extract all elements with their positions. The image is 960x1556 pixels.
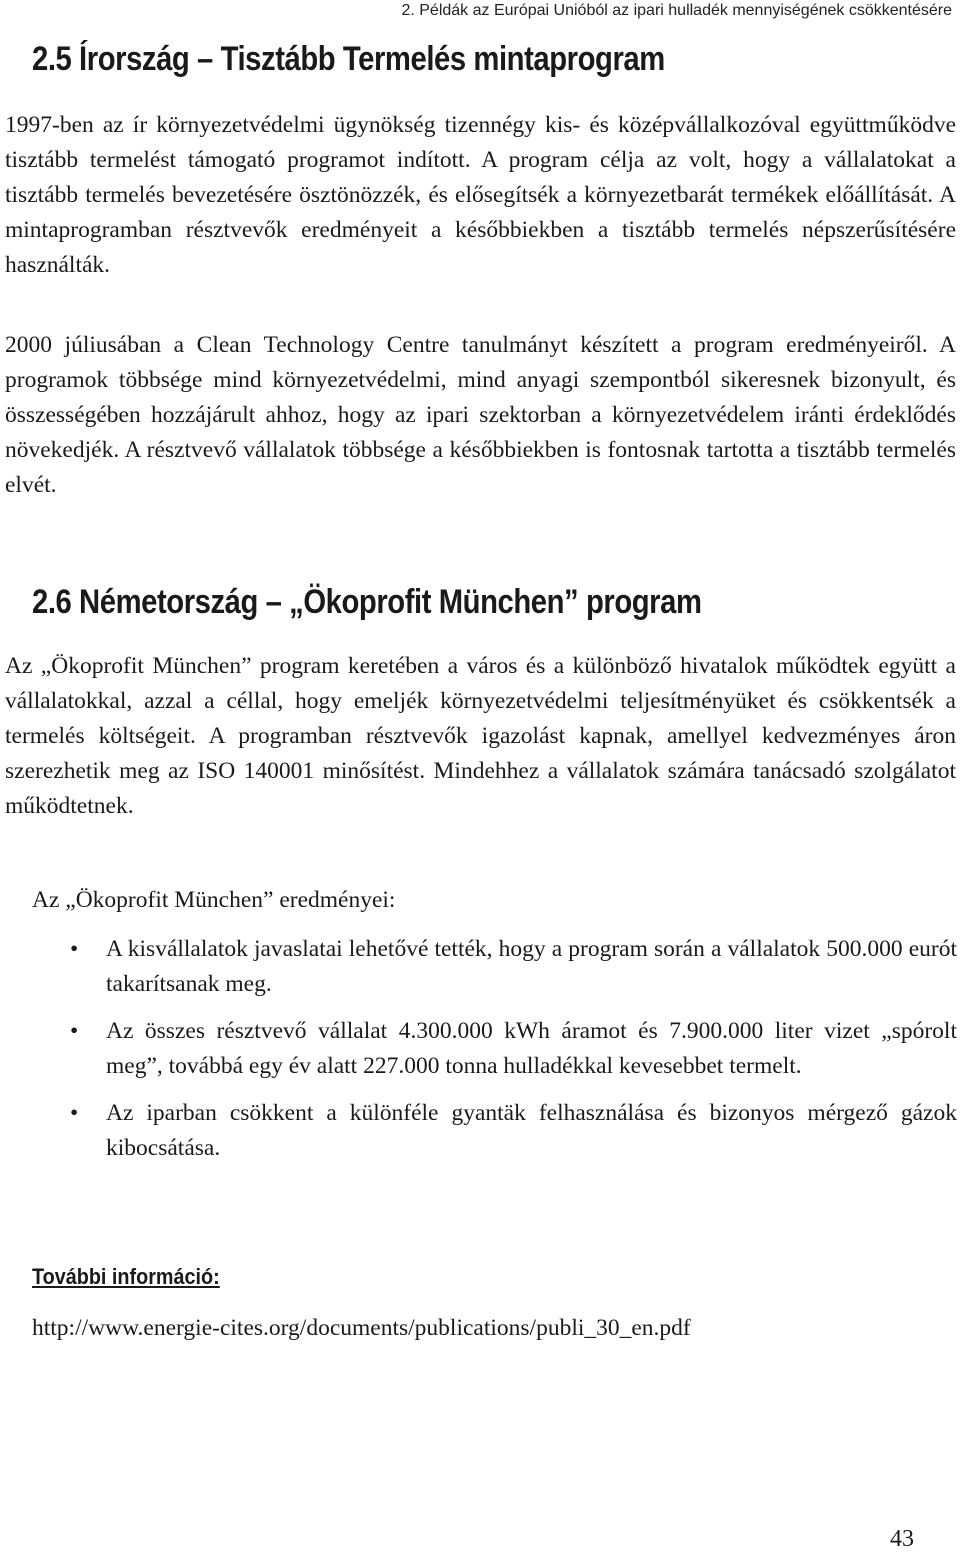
list-item-text: Az összes résztvevő vállalat 4.300.000 kWh áramot és 7.900.000 liter vizet „spórolt meg”, továbbá egy év alatt 227.000 tonna hulladékkal kevesebbet termelt. <box>106 1018 957 1079</box>
results-intro: Az „Ökoprofit München” eredményei: <box>32 887 396 913</box>
section-title-germany: 2.6 Németország – „Ökoprofit München” program <box>32 583 702 621</box>
paragraph-ireland-intro: 1997-ben az ír környezetvédelmi ügynökség tizennégy kis- és középvállalkozóval együttműködve tisztább termelést támogató programot indított. A program célja az volt, hogy a vállalatokat a tisztább termelés bevezetésére ösztönözzék, és elősegítsék a környezetbarát termékek előállítását. A mintaprogramban résztvevők eredményeit a későbbiekben a tisztább termelés népszerűsítésére használták. <box>5 112 956 278</box>
bullet-icon: • <box>70 1100 79 1126</box>
bullet-icon: • <box>70 1018 79 1044</box>
paragraph-germany-intro: Az „Ökoprofit München” program keretében a város és a különböző hivatalok működtek együtt a vállalatokkal, azzal a céllal, hogy emeljék környezetvédelmi teljesítményüket és csökkentsék a termelés költségeit. A programban résztvevők igazolást kapnak, amellyel kedvezményes áron szerezhetik meg az ISO 140001 minősítést. Mindehhez a vállalatok számára tanácsadó szolgálatot működtetnek. <box>5 653 956 819</box>
list-item <box>0 1096 957 1166</box>
page-number: 43 <box>890 1526 914 1552</box>
list-item <box>0 932 957 1002</box>
more-info-label: További információ: <box>32 1264 220 1289</box>
list-item <box>0 1014 957 1084</box>
list-item-text: Az iparban csökkent a különféle gyantäk felhasználása és bizonyos mérgező gázok kibocsátása. <box>106 1100 957 1161</box>
bullet-icon: • <box>70 936 79 962</box>
paragraph-ireland-results: 2000 júliusában a Clean Technology Centre tanulmányt készített a program eredményeiről. A programok többsége mind környezetvédelmi, mind anyagi szempontból sikeresnek bizonyult, és összességében hozzájárult ahhoz, hogy az ipari szektorban a környezetvédelem iránti érdeklődés növekedjék. A résztvevő vállalatok többsége a későbbiekben is fontosnak tartotta a tisztább termelés elvét. <box>5 332 956 498</box>
list-item-text: A kisvállalatok javaslatai lehetővé tették, hogy a program során a vállalatok 500.000 eurót takarítsanak meg. <box>106 936 957 997</box>
running-header: 2. Példák az Európai Unióból az ipari hulladék mennyiségének csökkentésére <box>401 2 952 19</box>
results-list <box>0 932 960 1178</box>
section-title-ireland: 2.5 Írország – Tisztább Termelés mintaprogram <box>32 40 665 78</box>
reference-link[interactable]: http://www.energie-cites.org/documents/publications/publi_30_en.pdf <box>32 1315 691 1341</box>
